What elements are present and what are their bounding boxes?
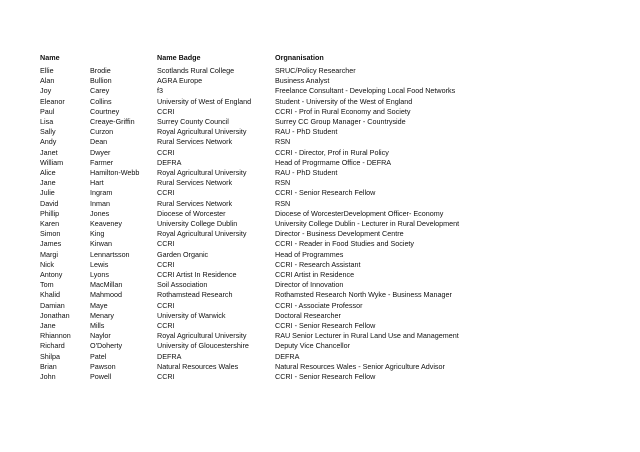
organisation: Head of Programmes <box>275 249 344 259</box>
last-name: Hamilton-Webb <box>90 168 140 178</box>
name-badge: CCRI <box>157 106 175 116</box>
name-badge: AGRA Europe <box>157 76 203 86</box>
header-row <box>40 53 515 66</box>
first-name: Sally <box>40 127 56 137</box>
table-row <box>40 280 515 290</box>
last-name: Jones <box>90 208 110 218</box>
table-row <box>40 86 515 96</box>
last-name: Powell <box>90 372 112 382</box>
name-badge: Royal Agricultural University <box>157 229 247 239</box>
organisation: Diocese of WorcesterDevelopment Officer- Economy <box>275 208 444 218</box>
organisation: Freelance Consultant - Developing Local Food Networks <box>275 86 456 96</box>
name-badge: Rothamstead Research <box>157 290 233 300</box>
table-row <box>40 137 515 147</box>
last-name: Ingram <box>90 188 113 198</box>
organisation: CCRI Artist in Residence <box>275 270 355 280</box>
organisation: CCRI - Associate Professor <box>275 300 363 310</box>
organisation: RSN <box>275 137 291 147</box>
last-name: Curzon <box>90 127 114 137</box>
first-name: Jane <box>40 321 56 331</box>
last-name: Keaveney <box>90 219 122 229</box>
first-name: Rhiannon <box>40 331 71 341</box>
table-row <box>40 239 515 249</box>
first-name: Damian <box>40 300 65 310</box>
table-row <box>40 107 515 117</box>
organisation: Deputy Vice Chancellor <box>275 341 350 351</box>
name-badge: Rural Services Network <box>157 198 233 208</box>
first-name: James <box>40 239 62 249</box>
first-name: Julie <box>40 188 55 198</box>
name-badge: Royal Agricultural University <box>157 331 247 341</box>
last-name: Brodie <box>90 66 111 75</box>
first-name: Margi <box>40 249 58 259</box>
name-badge: CCRI <box>157 300 175 310</box>
name-badge: DEFRA <box>157 351 182 361</box>
first-name: Ellie <box>40 66 54 75</box>
name-badge: DEFRA <box>157 157 182 167</box>
name-badge: University College Dublin <box>157 219 238 229</box>
table-row <box>40 76 515 86</box>
last-name: Mahmood <box>90 290 122 300</box>
last-name: Mills <box>90 321 105 331</box>
last-name: Dwyer <box>90 147 111 157</box>
organisation: RAU Senior Lecturer in Rural Land Use and Management <box>275 331 459 341</box>
first-name: Tom <box>40 280 54 290</box>
last-name: Naylor <box>90 331 111 341</box>
name-badge: Natural Resources Wales <box>157 361 239 371</box>
last-name: Pawson <box>90 361 116 371</box>
organisation: Doctoral Researcher <box>275 310 341 320</box>
last-name: Bullion <box>90 76 112 86</box>
table-row <box>40 66 515 76</box>
organisation: CCRI - Reader in Food Studies and Society <box>275 239 415 249</box>
organisation: Rothamsted Research North Wyke - Business Manager <box>275 290 452 300</box>
table-row <box>40 321 515 331</box>
table-row <box>40 168 515 178</box>
last-name: O'Doherty <box>90 341 123 351</box>
organisation: CCRI - Prof in Rural Economy and Society <box>275 106 411 116</box>
table-row <box>40 372 515 382</box>
organisation: SRUC/Policy Researcher <box>275 66 356 75</box>
first-name: Khalid <box>40 290 60 300</box>
organisation: Surrey CC Group Manager - Countryside <box>275 117 406 127</box>
table-row <box>40 341 515 351</box>
last-name: Menary <box>90 310 114 320</box>
organisation: University College Dublin - Lecturer in Rural Development <box>275 219 460 229</box>
table-row <box>40 331 515 341</box>
name-badge: Diocese of Worcester <box>157 208 226 218</box>
table-row <box>40 260 515 270</box>
last-name: MacMillan <box>90 280 123 290</box>
last-name: Lyons <box>90 270 109 280</box>
first-name: Alice <box>40 168 56 178</box>
table-row <box>40 352 515 362</box>
name-badge: CCRI <box>157 188 175 198</box>
name-badge: CCRI <box>157 321 175 331</box>
first-name: David <box>40 198 59 208</box>
table-row <box>40 229 515 239</box>
organisation: CCRI - Research Assistant <box>275 259 361 269</box>
first-name: Karen <box>40 219 60 229</box>
last-name: Creaye-Griffin <box>90 117 135 127</box>
organisation: DEFRA <box>275 351 300 361</box>
name-badge: Royal Agricultural University <box>157 127 247 137</box>
attendee-rows <box>40 66 515 382</box>
name-badge: Scotlands Rural College <box>157 66 235 75</box>
first-name: William <box>40 157 64 167</box>
organisation: Director of Innovation <box>275 280 344 290</box>
header-name: Name <box>40 53 60 62</box>
last-name: Patel <box>90 351 107 361</box>
first-name: Janet <box>40 147 58 157</box>
first-name: Jane <box>40 178 56 188</box>
last-name: Lewis <box>90 259 109 269</box>
first-name: Joy <box>40 86 52 96</box>
name-badge: CCRI <box>157 259 175 269</box>
organisation: Head of Progrmame Office - DEFRA <box>275 157 392 167</box>
first-name: Richard <box>40 341 65 351</box>
name-badge: Rural Services Network <box>157 178 233 188</box>
table-row <box>40 270 515 280</box>
organisation: RSN <box>275 198 291 208</box>
organisation: Director - Business Development Centre <box>275 229 404 239</box>
name-badge: University of Warwick <box>157 310 226 320</box>
last-name: Courtney <box>90 106 120 116</box>
organisation: CCRI - Senior Research Fellow <box>275 321 376 331</box>
last-name: Collins <box>90 96 112 106</box>
table-row <box>40 97 515 107</box>
name-badge: Garden Organic <box>157 249 209 259</box>
last-name: Hart <box>90 178 104 188</box>
first-name: Phillip <box>40 208 60 218</box>
first-name: Lisa <box>40 117 54 127</box>
last-name: Lennartsson <box>90 249 130 259</box>
organisation: CCRI - Director, Prof in Rural Policy <box>275 147 389 157</box>
table-row <box>40 301 515 311</box>
table-row <box>40 148 515 158</box>
first-name: Andy <box>40 137 57 147</box>
header-name-spacer <box>90 53 157 66</box>
first-name: Antony <box>40 270 63 280</box>
attendee-table <box>40 53 515 382</box>
organisation: RSN <box>275 178 291 188</box>
last-name: Inman <box>90 198 110 208</box>
header-organisation: Orgnanisation <box>275 53 324 62</box>
first-name: John <box>40 372 56 382</box>
table-row <box>40 127 515 137</box>
first-name: Alan <box>40 76 55 86</box>
table-row <box>40 250 515 260</box>
name-badge: Rural Services Network <box>157 137 233 147</box>
name-badge: University of West of England <box>157 96 252 106</box>
first-name: Nick <box>40 259 54 269</box>
last-name: Farmer <box>90 157 114 167</box>
last-name: Carey <box>90 86 110 96</box>
first-name: Jonathan <box>40 310 70 320</box>
last-name: Maye <box>90 300 108 310</box>
first-name: Eleanor <box>40 96 65 106</box>
table-row <box>40 117 515 127</box>
organisation: CCRI - Senior Research Fellow <box>275 188 376 198</box>
name-badge: CCRI <box>157 147 175 157</box>
table-row <box>40 311 515 321</box>
first-name: Brian <box>40 361 57 371</box>
organisation: CCRI - Senior Research Fellow <box>275 372 376 382</box>
name-badge: CCRI <box>157 372 175 382</box>
organisation: Natural Resources Wales - Senior Agriculture Advisor <box>275 361 445 371</box>
first-name: Paul <box>40 106 55 116</box>
table-row <box>40 188 515 198</box>
last-name: Dean <box>90 137 108 147</box>
name-badge: f3 <box>157 86 163 96</box>
organisation: RAU - PhD Student <box>275 127 338 137</box>
first-name: Simon <box>40 229 61 239</box>
name-badge: CCRI Artist In Residence <box>157 270 237 280</box>
table-row <box>40 219 515 229</box>
table-row <box>40 362 515 372</box>
organisation: Student - University of the West of England <box>275 96 413 106</box>
header-name-badge: Name Badge <box>157 53 201 62</box>
organisation: RAU - PhD Student <box>275 168 338 178</box>
table-row <box>40 178 515 188</box>
table-row <box>40 209 515 219</box>
organisation: Business Analyst <box>275 76 330 86</box>
name-badge: University of Gloucestershire <box>157 341 249 351</box>
name-badge: CCRI <box>157 239 175 249</box>
name-badge: Royal Agricultural University <box>157 168 247 178</box>
table-row <box>40 199 515 209</box>
last-name: Kirwan <box>90 239 112 249</box>
last-name: King <box>90 229 105 239</box>
name-badge: Soil Association <box>157 280 208 290</box>
first-name: Shilpa <box>40 351 60 361</box>
table-row <box>40 290 515 300</box>
table-row <box>40 158 515 168</box>
name-badge: Surrey County Council <box>157 117 229 127</box>
